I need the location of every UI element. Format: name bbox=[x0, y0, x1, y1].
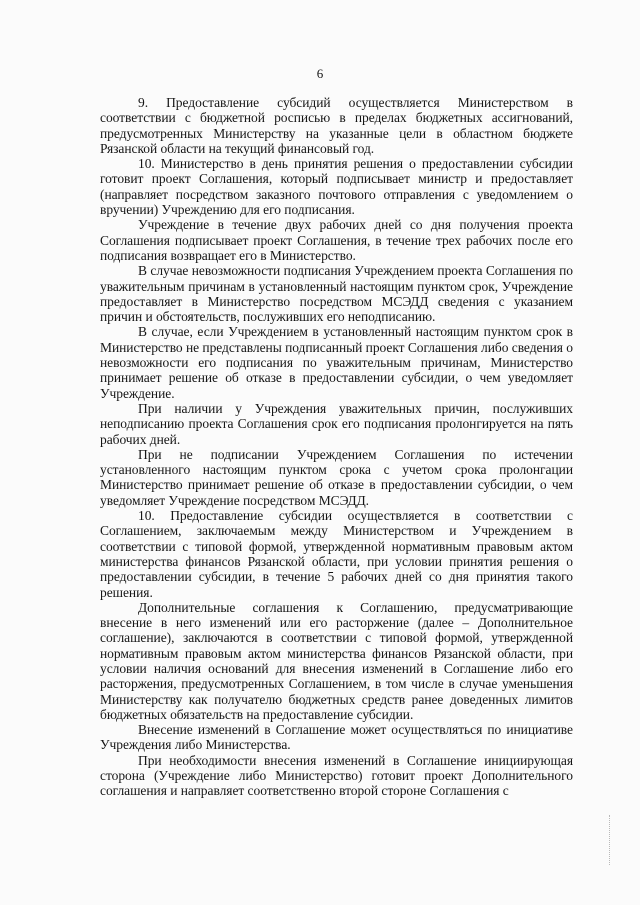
paragraph-institution-signing: Учреждение в течение двух рабочих дней со дня получения проекта Соглашения подписывает проект Соглашения, в течение трех рабочих после его подписания возвращает его в Министерство. bbox=[100, 217, 573, 263]
scan-edge-marks bbox=[609, 815, 612, 865]
page-number: 6 bbox=[316, 66, 324, 81]
paragraph-amendment-initiative: Внесение изменений в Соглашение может осуществляться по инициативе Учреждения либо Министерства. bbox=[100, 722, 573, 753]
paragraph-9-subsidy-provision: 9. Предоставление субсидий осуществляется Министерством в соответствии с бюджетной росписью в пределах бюджетных ассигнований, предусмотренных Министерству на указанные цели в областном бюджете Рязанской области на текущий финансовый год. bbox=[100, 95, 573, 156]
paragraph-additional-agreements: Дополнительные соглашения к Соглашению, предусматривающие внесение в него изменений или его расторжение (далее – Дополнительное соглашение), заключаются в соответствии с типовой формой, утвержденной нормативным правовым актом министерства финансов Рязанской области, при условии наличия оснований для внесения изменений в Соглашение либо его расторжения, предусмотренных Соглашением, в том числе в случае уменьшения Министерству как получателю бюджетных средств ранее доведенных лимитов бюджетных обязательств на предоставление субсидии. bbox=[100, 599, 573, 722]
paragraph-10-agreement-preparation: 10. Министерство в день принятия решения о предоставлении субсидии готовит проект Соглашения, который подписывает министр и предоставляет (направляет посредством заказного почтового отправления с уведомлением о вручении) Учреждению для его подписания. bbox=[100, 156, 573, 218]
paragraph-prolongation: При наличии у Учреждения уважительных причин, послуживших неподписанию проекта Соглашения срок его подписания пролонгируется на пять рабочих дней. bbox=[100, 400, 573, 447]
paragraph-refusal-decision: В случае, если Учреждением в установленный настоящим пунктом срок в Министерство не представлены подписанный проект Соглашения либо сведения о невозможности его подписания по уважительным причинам, Министерство принимает решение об отказе в предоставлении субсидии, о чем уведомляет Учреждение. bbox=[100, 324, 573, 401]
paragraph-signing-impossible: В случае невозможности подписания Учреждением проекта Соглашения по уважительным причинам в установленный настоящим пунктом срок, Учреждение предоставляет в Министерство посредством МСЭДД сведения с указанием причин и обстоятельств, послуживших его неподписанию. bbox=[100, 263, 573, 325]
paragraph-amendment-procedure: При необходимости внесения изменений в Соглашение инициирующая сторона (Учреждение либо Министерство) готовит проект Дополнительного соглашения и направляет соответственно второй стороне Соглашения с bbox=[100, 752, 573, 799]
paragraph-not-signed: При не подписании Учреждением Соглашения по истечении установленного настоящим пунктом срока с учетом срока пролонгации Министерство принимает решение об отказе в предоставлении субсидии, о чем уведомляет Учреждение посредством МСЭДД. bbox=[100, 446, 573, 508]
document-body bbox=[100, 95, 573, 799]
paragraph-10-agreement-terms: 10. Предоставление субсидии осуществляется в соответствии с Соглашением, заключаемым между Министерством и Учреждением в соответствии с типовой формой, утвержденной нормативным правовым актом министерства финансов Рязанской области, при условии принятия решения о предоставлении субсидии, в течение 5 рабочих дней со дня принятия такого решения. bbox=[100, 508, 573, 600]
